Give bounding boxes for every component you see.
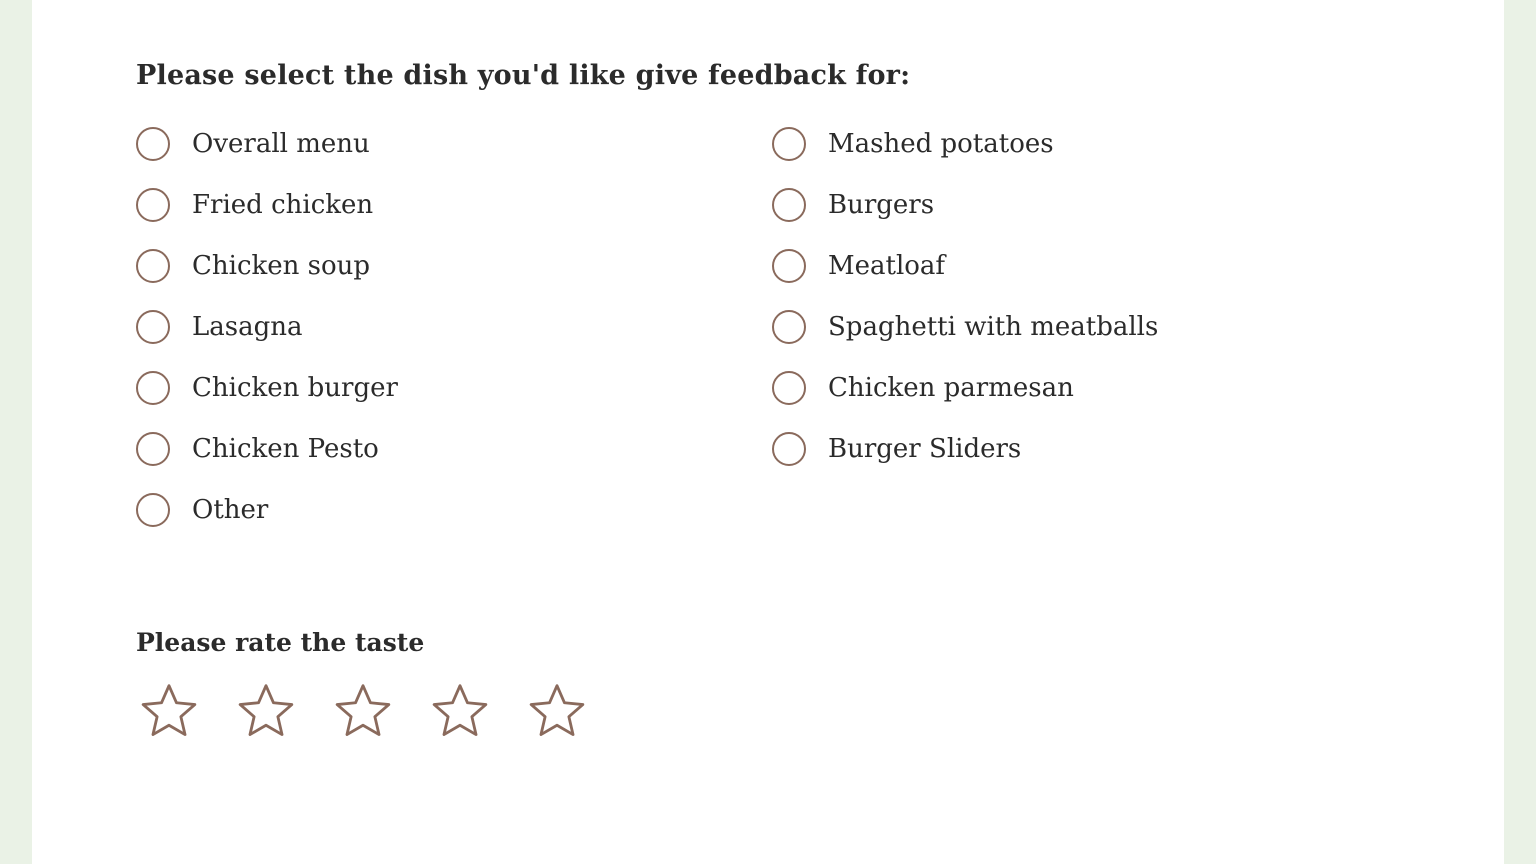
option-label: Fried chicken (192, 189, 374, 220)
taste-rating-section (136, 628, 1436, 741)
option-chicken-soup[interactable] (136, 235, 772, 296)
star-rating-widget[interactable] (138, 679, 1436, 741)
radio-icon[interactable] (772, 188, 806, 222)
radio-icon[interactable] (136, 371, 170, 405)
radio-icon[interactable] (772, 249, 806, 283)
option-burgers[interactable] (772, 174, 1412, 235)
star-icon-4[interactable] (429, 679, 491, 741)
radio-icon[interactable] (136, 310, 170, 344)
star-icon-5[interactable] (526, 679, 588, 741)
option-chicken-burger[interactable] (136, 357, 772, 418)
form-page (32, 0, 1504, 864)
option-other[interactable] (136, 479, 772, 540)
dish-options-column-right (772, 113, 1412, 540)
option-label: Mashed potatoes (828, 128, 1054, 159)
star-icon-1[interactable] (138, 679, 200, 741)
radio-icon[interactable] (136, 432, 170, 466)
option-label: Burgers (828, 189, 935, 220)
star-icon-2[interactable] (235, 679, 297, 741)
option-lasagna[interactable] (136, 296, 772, 357)
radio-icon[interactable] (136, 188, 170, 222)
page-title: Please select the dish you'd like give feedback for: (136, 60, 911, 91)
option-spaghetti-with-meatballs[interactable] (772, 296, 1412, 357)
star-icon-3[interactable] (332, 679, 394, 741)
option-label: Chicken parmesan (828, 372, 1074, 403)
option-burger-sliders[interactable] (772, 418, 1412, 479)
option-mashed-potatoes[interactable] (772, 113, 1412, 174)
option-overall-menu[interactable] (136, 113, 772, 174)
option-chicken-parmesan[interactable] (772, 357, 1412, 418)
option-label: Overall menu (192, 128, 370, 159)
option-label: Spaghetti with meatballs (828, 311, 1159, 342)
radio-icon[interactable] (136, 493, 170, 527)
option-fried-chicken[interactable] (136, 174, 772, 235)
option-label: Lasagna (192, 311, 303, 342)
option-chicken-pesto[interactable] (136, 418, 772, 479)
option-meatloaf[interactable] (772, 235, 1412, 296)
option-label: Chicken burger (192, 372, 398, 403)
option-label: Chicken Pesto (192, 433, 379, 464)
option-label: Chicken soup (192, 250, 371, 281)
radio-icon[interactable] (772, 371, 806, 405)
dish-options-column-left (136, 113, 772, 540)
option-label: Burger Sliders (828, 433, 1022, 464)
radio-icon[interactable] (772, 432, 806, 466)
option-label: Meatloaf (828, 250, 946, 281)
option-label: Other (192, 494, 269, 525)
form-content (136, 60, 1436, 741)
radio-icon[interactable] (136, 249, 170, 283)
rating-title: Please rate the taste (136, 628, 425, 657)
radio-icon[interactable] (772, 310, 806, 344)
radio-icon[interactable] (136, 127, 170, 161)
radio-icon[interactable] (772, 127, 806, 161)
dish-options-group (136, 113, 1436, 540)
